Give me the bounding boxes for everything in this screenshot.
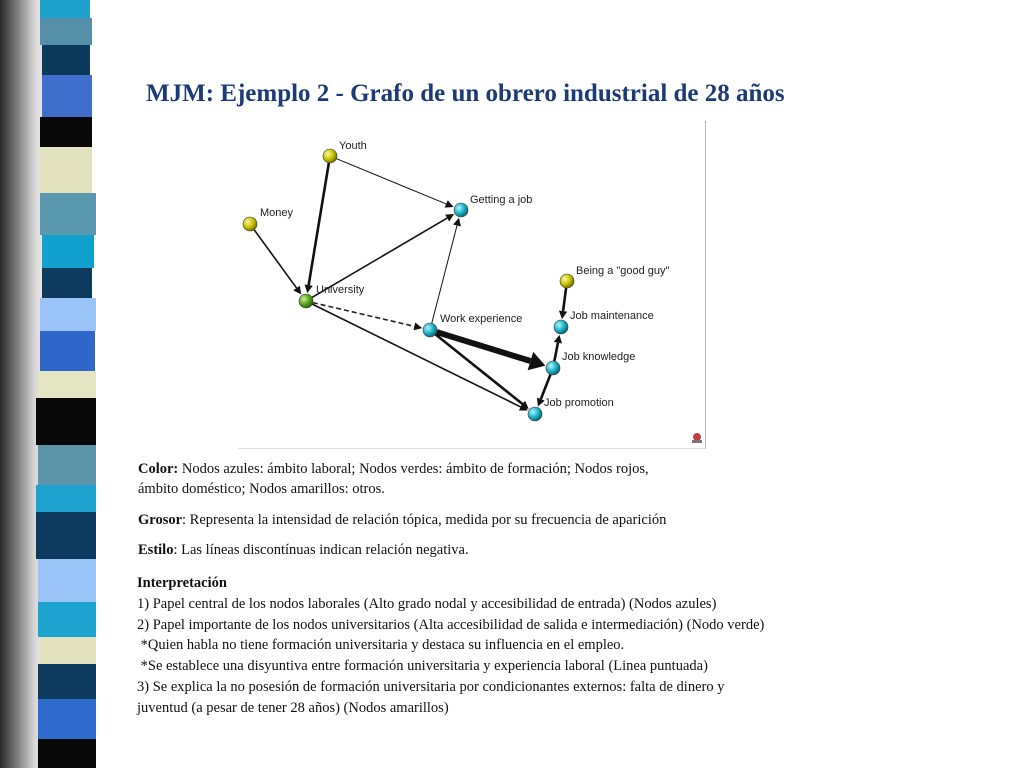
graph-node-job-maintenance [554, 320, 568, 334]
graph-canvas [238, 121, 705, 448]
thickness-legend-text: : Representa la intensidad de relación tópica, medida por su frecuencia de aparición [182, 512, 667, 528]
graph-node-job-knowledge [546, 361, 560, 375]
decorative-band [36, 512, 96, 559]
graph-edge-being_good_guy-to-job_maintenance [559, 288, 567, 319]
decorative-band [40, 147, 92, 193]
edge-line [432, 225, 457, 323]
graph-node-label-youth: Youth [339, 140, 367, 152]
edge-line [563, 288, 566, 311]
graph-node-label-job-knowledge: Job knowledge [562, 351, 636, 363]
decorative-band [40, 637, 96, 664]
graph-edge-youth-to-getting_a_job [336, 159, 453, 208]
graph-node-youth [323, 149, 337, 163]
edge-line [541, 375, 551, 400]
graph-node-being-good-guy [560, 274, 574, 288]
decorative-band [38, 664, 96, 699]
edge-arrowhead [305, 285, 313, 294]
color-legend-label: Color: [138, 461, 179, 477]
decorative-band [42, 268, 92, 298]
color-legend-text-1: Nodos azules: ámbito laboral; Nodos verdes: ámbito de formación; Nodos rojos, [178, 461, 649, 477]
interpretation-line: 1) Papel central de los nodos laborales (Alto grado nodal y accesibilidad de entrada) (Nodos azules) [137, 595, 717, 612]
edge-line [336, 159, 446, 204]
decorative-band [40, 18, 92, 45]
edge-line [313, 303, 415, 327]
interpretation-line: 3) Se explica la no posesión de formación universitaria por condicionantes externos: falta de dinero y [137, 678, 725, 695]
graph-edge-money-to-university [254, 230, 301, 295]
edge-arrowhead [293, 286, 301, 295]
edge-arrowhead [559, 311, 567, 319]
graph-node-getting-a-job [454, 203, 468, 217]
interpretation-line: *Se establece una disyuntiva entre formación universitaria y experiencia laboral (Linea puntuada) [137, 658, 708, 675]
graph-node-label-money: Money [260, 207, 294, 219]
graph-edge-work_experience-to-job_knowledge [437, 332, 546, 370]
edge-line [554, 343, 558, 361]
decorative-band [40, 193, 96, 235]
decorative-band [38, 739, 96, 768]
slide-title: MJM: Ejemplo 2 - Grafo de un obrero industrial de 28 años [146, 80, 785, 107]
decorative-band [40, 298, 96, 331]
edge-arrowhead [554, 335, 562, 344]
interpretation-heading: Interpretación [137, 575, 227, 591]
decorative-band [38, 371, 96, 398]
thickness-legend [138, 510, 666, 530]
graph-edge-job_knowledge-to-job_maintenance [554, 335, 562, 361]
graph-node-label-getting-a-job: Getting a job [470, 194, 533, 206]
interpretation-line: 2) Papel importante de los nodos universitarios (Alta accesibilidad de salida e intermediación) (Nodo verde) [137, 616, 765, 633]
edge-arrowhead [414, 322, 423, 330]
network-graph [238, 121, 706, 449]
graph-node-money [243, 217, 257, 231]
decorative-band [40, 117, 92, 147]
thickness-legend-label: Grosor [138, 512, 183, 528]
graph-node-label-job-promotion: Job promotion [544, 397, 614, 409]
interpretation-line: juventud (a pesar de tener 28 años) (Nodos amarillos) [137, 699, 449, 716]
decorative-side-strip [0, 0, 115, 768]
decorative-band [40, 331, 95, 371]
edge-line [309, 163, 329, 285]
graph-node-job-promotion [528, 407, 542, 421]
graph-node-work-experience [423, 323, 437, 337]
graph-node-label-job-maintenance: Job maintenance [570, 310, 654, 322]
interpretation-section [137, 573, 937, 719]
watermark-icon [692, 433, 702, 443]
edge-arrowhead [453, 218, 461, 227]
decorative-band [36, 485, 96, 512]
decorative-band [42, 235, 94, 268]
style-legend-text: : Las líneas discontínuas indican relación negativa. [173, 542, 469, 558]
graph-node-label-university: University [316, 284, 365, 296]
decorative-band [38, 559, 96, 602]
decorative-band [38, 699, 96, 739]
interpretation-line: *Quien habla no tiene formación universitaria y destaca su influencia en el empleo. [137, 637, 625, 654]
style-legend-label: Estilo [138, 542, 174, 558]
edge-line [254, 230, 296, 288]
style-legend [138, 540, 469, 560]
color-legend [138, 459, 649, 499]
decorative-band [42, 45, 90, 75]
graph-node-university [299, 294, 313, 308]
decorative-band [36, 398, 96, 445]
graph-edge-work_experience-to-getting_a_job [432, 218, 461, 323]
graph-node-label-being-good-guy: Being a "good guy" [576, 265, 670, 277]
decorative-band [40, 0, 90, 18]
graph-node-label-work-experience: Work experience [440, 313, 523, 325]
decorative-band [38, 445, 96, 485]
graph-edge-youth-to-university [305, 163, 329, 293]
decorative-band [38, 602, 96, 637]
color-legend-text-2: ámbito doméstico; Nodos amarillos: otros. [138, 481, 385, 497]
decorative-band [42, 75, 92, 117]
graph-edge-university-to-work_experience [313, 303, 422, 331]
